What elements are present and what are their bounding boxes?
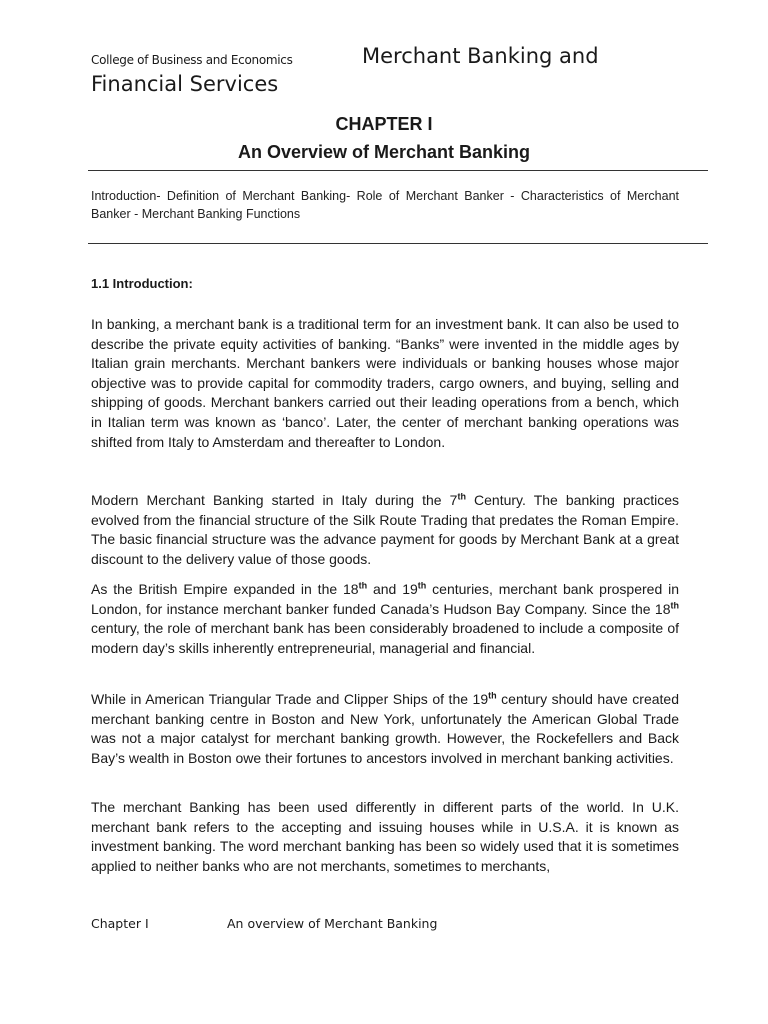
- text: In banking, a merchant bank is a traditional term for an investment bank. It can also be used to describe the private equity activities of banking. “Banks” were invented in the middle ages by Italian grain merchants. Merchant bankers were individuals or banking houses whose major objective was to provide capital for commodity traders, cargo owners, and buying, selling and shipping of goods. Merchant bankers carried out their leading operations from a bench, which in Italian term was known as ‘banco’. Later, the center of merchant banking operations was shifted from Italy to Amsterdam and thereafter to London.: [91, 316, 679, 450]
- paragraph: [91, 798, 679, 876]
- paragraph: [91, 580, 679, 658]
- superscript: th: [670, 599, 679, 610]
- text: and 19: [367, 581, 418, 597]
- divider: [88, 170, 708, 171]
- section-heading: 1.1 Introduction:: [91, 276, 193, 291]
- superscript: th: [358, 580, 368, 591]
- footer-chapter: Chapter I: [91, 916, 149, 931]
- text: As the British Empire expanded in the 18: [91, 581, 359, 597]
- text: The merchant Banking has been used differently in different parts of the world. In U.K. merchant bank refers to the accepting and issuing houses while in U.S.A. it is known as investment banking. The word merchant banking has been so widely used that it is sometimes applied to neither banks who are not merchants, sometimes to merchants,: [91, 799, 679, 874]
- text: centuries, merchant bank prospered in London, for instance merchant banker funded Canada’s Hudson Bay Company. Since the 18: [91, 581, 679, 617]
- college-name: College of Business and Economics: [91, 53, 293, 67]
- chapter-contents: Introduction- Definition of Merchant Banking- Role of Merchant Banker - Characteristics of Merchant Banker - Merchant Banking Functions: [91, 189, 679, 221]
- footer-title: An overview of Merchant Banking: [227, 916, 438, 931]
- divider: [88, 243, 708, 244]
- paragraph: [91, 315, 679, 452]
- course-title-line1: Merchant Banking and: [362, 44, 599, 68]
- text: Century. The banking practices evolved from the financial structure of the Silk Route Trading that predates the Roman Empire. The basic financial structure was the advance payment for goods by Merchant Bank at a great discount to the delivery value of those goods.: [91, 492, 679, 567]
- paragraph: [91, 690, 679, 768]
- superscript: th: [457, 491, 466, 502]
- text: century, the role of merchant bank has been considerably broadened to include a composite of modern day’s skills inherently entrepreneurial, managerial and financial.: [91, 620, 679, 656]
- text: century should have created merchant banking centre in Boston and New York, unfortunately the American Global Trade was not a major catalyst for merchant banking growth. However, the Rockefellers and Back Bay’s wealth in Boston owe their fortunes to ancestors involved in merchant banking activities.: [91, 691, 680, 766]
- superscript: th: [417, 580, 427, 591]
- chapter-title: An Overview of Merchant Banking: [237, 142, 531, 162]
- text: Modern Merchant Banking started in Italy during the 7: [91, 492, 458, 508]
- course-title-line2: Financial Services: [91, 72, 279, 96]
- superscript: th: [488, 690, 497, 701]
- paragraph: [91, 491, 679, 569]
- text: While in American Triangular Trade and Clipper Ships of the 19: [91, 691, 489, 707]
- chapter-number: CHAPTER I: [335, 114, 433, 134]
